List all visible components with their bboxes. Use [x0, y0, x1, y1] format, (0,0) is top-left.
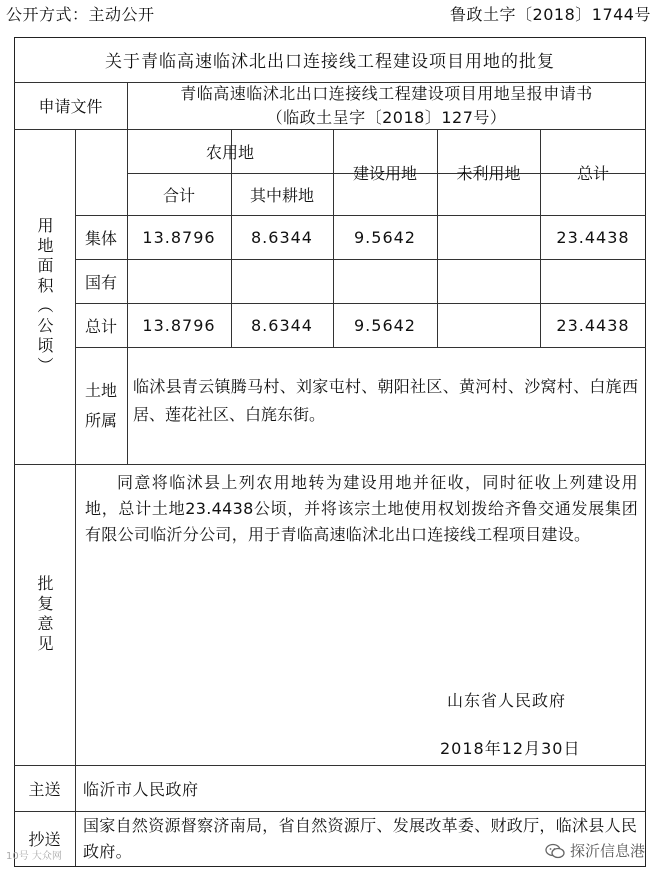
total-unused — [437, 303, 540, 347]
source-watermark: 10号 大众网 — [6, 851, 62, 862]
state-unused — [437, 259, 540, 303]
approval-date: 2018年12月30日 — [440, 739, 581, 758]
collective-cultivated: 8.6344 — [251, 227, 313, 247]
row-label-collective: 集体 — [84, 228, 117, 248]
ownership-text: 临沭县青云镇腾马村、刘家屯村、朝阳社区、黄河村、沙窝村、白旄西居、莲花社区、白旄东街。 — [133, 377, 638, 424]
state-total — [540, 259, 646, 303]
account-watermark: 探沂信息港 — [545, 840, 645, 861]
cc-value: 国家自然资源督察济南局，省自然资源厅、发展改革委、财政厅，临沭县人民政府。 — [83, 816, 638, 861]
header-subtotal: 合计 — [162, 185, 195, 205]
signing-authority: 山东省人民政府 — [447, 691, 567, 710]
total-subtotal: 13.8796 — [142, 315, 216, 335]
wechat-icon — [545, 843, 565, 859]
cc-label: 抄送 — [28, 830, 61, 849]
ownership-label: 土地所属 — [85, 380, 118, 430]
document-title: 关于青临高速临沭北出口连接线工程建设项目用地的批复 — [105, 52, 555, 72]
document-number: 鲁政土字〔2018〕1744号 — [450, 5, 651, 24]
state-cultivated — [231, 259, 333, 303]
disclosure-method: 公开方式：主动公开 — [6, 5, 155, 24]
approval-opinion-text: 同意将临沭县上列农用地转为建设用地并征收，同时征收上列建设用地，总计土地23.4438公顷，并将该宗土地使用权划拨给齐鲁交通发展集团有限公司临沂分公司，用于青临高速临沭北出口连接线工程项目建设。 — [85, 473, 638, 544]
main-send-value: 临沂市人民政府 — [83, 779, 199, 799]
total-total: 23.4438 — [556, 315, 630, 335]
header-total: 总计 — [576, 163, 609, 183]
collective-construction: 9.5642 — [354, 227, 416, 247]
header-farmland: 农用地 — [205, 142, 254, 162]
main-send-label: 主送 — [28, 779, 61, 799]
row-label-total: 总计 — [84, 316, 117, 336]
land-area-label: 用地面积（公顷） — [35, 216, 54, 377]
approval-opinion-label: 批复意见 — [35, 574, 54, 655]
application-label: 申请文件 — [38, 97, 103, 116]
total-cultivated: 8.6344 — [251, 315, 313, 335]
application-line-2: （临政土呈字〔2018〕127号） — [266, 107, 507, 127]
row-label-state-owned: 国有 — [84, 272, 117, 292]
application-line-1: 青临高速临沭北出口连接线工程建设项目用地呈报申请书 — [180, 83, 593, 103]
total-construction: 9.5642 — [354, 315, 416, 335]
collective-total: 23.4438 — [556, 227, 630, 247]
collective-subtotal: 13.8796 — [142, 227, 216, 247]
header-construction: 建设用地 — [352, 163, 417, 183]
collective-unused — [437, 215, 540, 259]
state-subtotal — [127, 259, 231, 303]
state-construction — [333, 259, 437, 303]
header-cultivated: 其中耕地 — [249, 185, 314, 205]
header-unused: 未利用地 — [456, 163, 521, 183]
application-document — [127, 82, 646, 129]
